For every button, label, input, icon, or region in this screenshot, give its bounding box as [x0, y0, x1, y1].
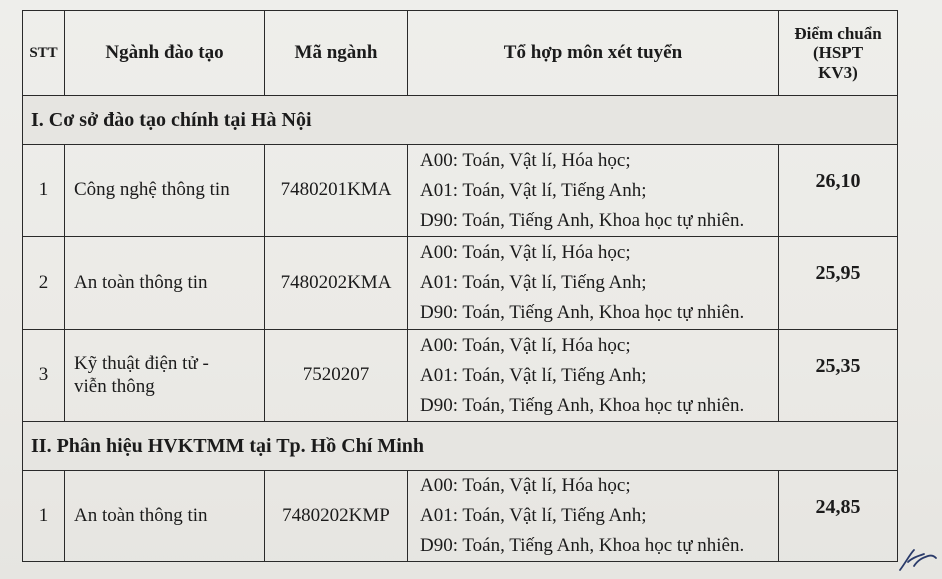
combination-line: D90: Toán, Tiếng Anh, Khoa học tự nhiên.: [420, 209, 745, 231]
cell-score: 25,95: [779, 237, 898, 330]
cell-stt: 2: [23, 237, 65, 330]
cell-program: [65, 471, 265, 562]
cell-code: 7480202KMP: [265, 471, 408, 562]
combination-line: A01: Toán, Vật lí, Tiếng Anh;: [420, 505, 647, 526]
cell-program: [65, 237, 265, 330]
header-score: [779, 11, 898, 96]
combination-line: D90: Toán, Tiếng Anh, Khoa học tự nhiên.: [420, 394, 745, 416]
cell-score: 25,35: [779, 330, 898, 422]
cell-stt: 3: [23, 330, 65, 422]
table-header-row: [23, 11, 898, 96]
admission-score-table: [22, 10, 898, 562]
combination-line: A00: Toán, Vật lí, Hóa học;: [420, 475, 631, 496]
cell-combinations: [408, 145, 779, 237]
program-name-line: Kỹ thuật điện tử -: [74, 352, 209, 374]
cell-program: [65, 330, 265, 422]
cell-code: 7480202KMA: [265, 237, 408, 330]
cell-score: 24,85: [779, 471, 898, 562]
combination-line: A00: Toán, Vật lí, Hóa học;: [420, 149, 631, 171]
table-row: [23, 471, 898, 562]
cell-stt: 1: [23, 145, 65, 237]
header-code: Mã ngành: [265, 11, 408, 96]
combination-line: A01: Toán, Vật lí, Tiếng Anh;: [420, 272, 647, 293]
cell-code: 7480201KMA: [265, 145, 408, 237]
program-name-line: An toàn thông tin: [74, 504, 208, 526]
section-row: [23, 422, 898, 471]
cell-combinations: [408, 330, 779, 422]
cell-program: [65, 145, 265, 237]
header-program: Ngành đào tạo: [65, 11, 265, 96]
signature-mark: [898, 544, 938, 574]
cell-combinations: [408, 237, 779, 330]
combination-line: D90: Toán, Tiếng Anh, Khoa học tự nhiên.: [420, 302, 745, 323]
program-name-line: viễn thông: [74, 375, 155, 397]
combination-line: A00: Toán, Vật lí, Hóa học;: [420, 334, 631, 356]
header-stt: STT: [23, 11, 65, 96]
cell-score: 26,10: [779, 145, 898, 237]
table-row: [23, 145, 898, 237]
section-row: [23, 96, 898, 145]
combination-line: A01: Toán, Vật lí, Tiếng Anh;: [420, 179, 647, 201]
section-title-hanoi: I. Cơ sở đào tạo chính tại Hà Nội: [23, 96, 898, 145]
header-combinations: Tổ hợp môn xét tuyển: [408, 11, 779, 96]
combination-line: A01: Toán, Vật lí, Tiếng Anh;: [420, 364, 647, 386]
program-name-line: Công nghệ thông tin: [74, 179, 230, 201]
header-score-line: (HSPT: [812, 43, 864, 63]
combination-line: A00: Toán, Vật lí, Hóa học;: [420, 242, 631, 263]
header-score-line: Điểm chuẩn: [794, 24, 882, 44]
cell-code: 7520207: [265, 330, 408, 422]
program-name-line: An toàn thông tin: [74, 271, 208, 293]
header-score-line: KV3): [818, 62, 858, 82]
section-title-hcm: II. Phân hiệu HVKTMM tại Tp. Hồ Chí Minh: [23, 422, 898, 471]
table-row: [23, 330, 898, 422]
cell-combinations: [408, 471, 779, 562]
combination-line: D90: Toán, Tiếng Anh, Khoa học tự nhiên.: [420, 535, 745, 556]
table-row: [23, 237, 898, 330]
cell-stt: 1: [23, 471, 65, 562]
